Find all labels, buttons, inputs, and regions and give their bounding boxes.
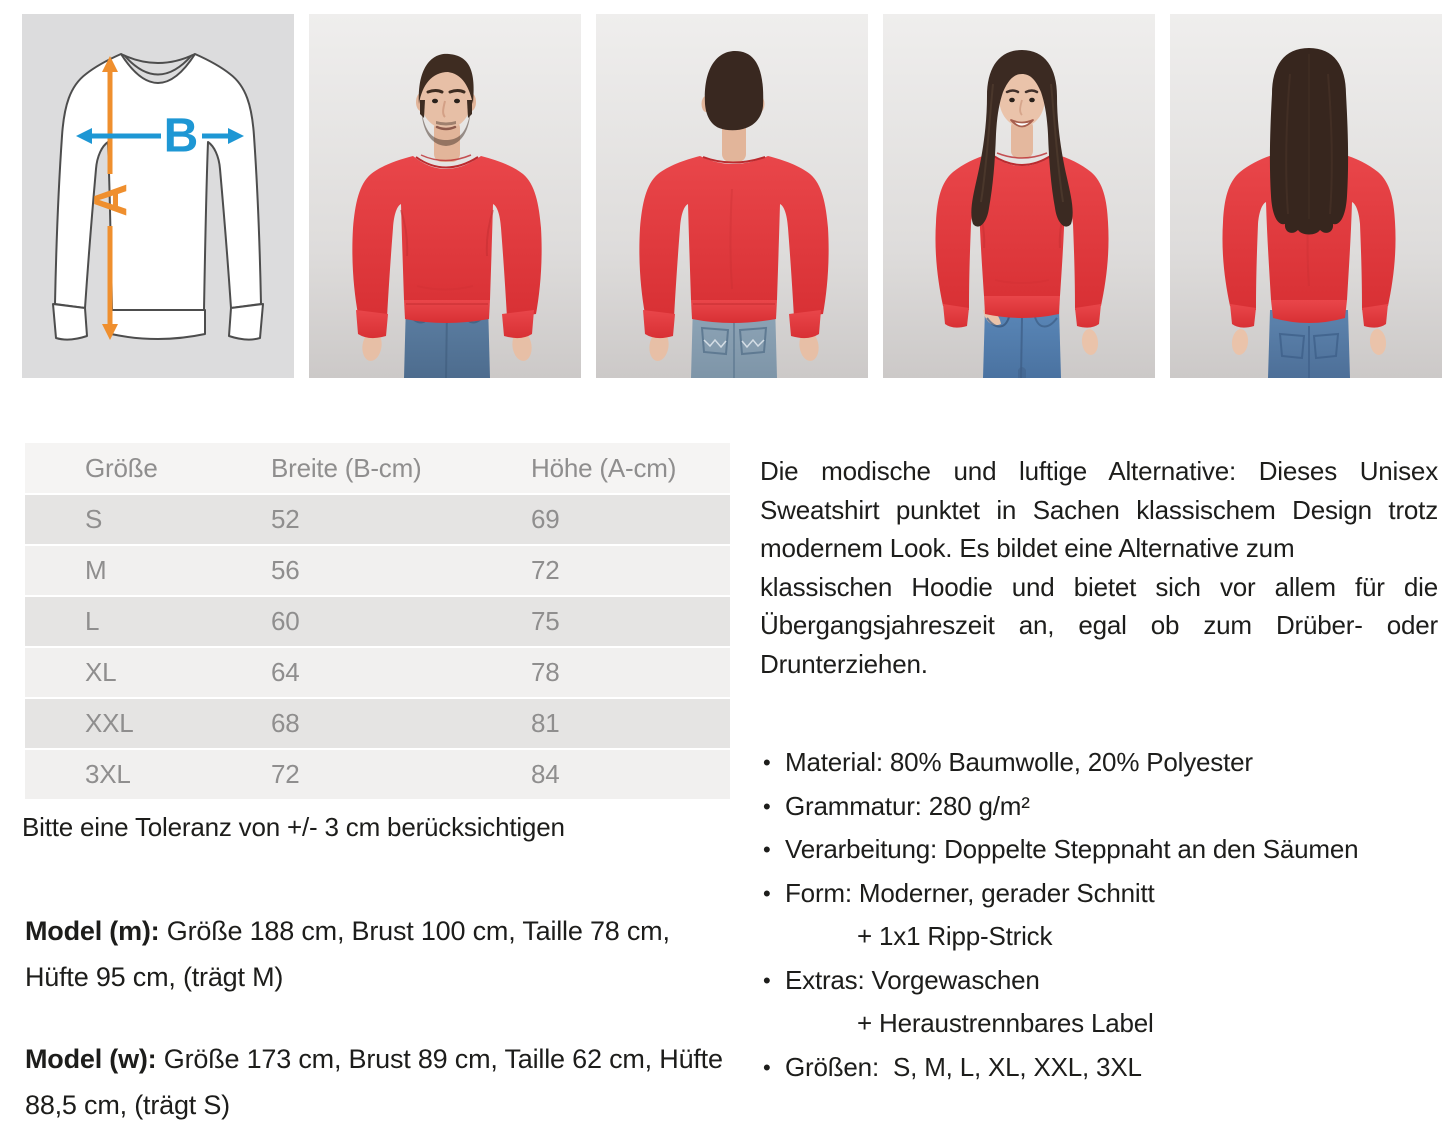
photo-male-front [309,14,581,378]
model-male-text: Größe 188 cm, Brust 100 cm, Taille 78 cm, Hüfte 95 cm, (trägt M) [25,916,670,992]
photo-female-front [883,14,1155,378]
tolerance-note: Bitte eine Toleranz von +/- 3 cm berücksichtigen [22,812,565,842]
description-line: Übergangsjahreszeit an, egal ob zum Drüber- oder [760,610,1438,641]
model-male-info [25,908,725,1000]
sweatshirt-measure-diagram [22,14,294,378]
table-row: M 56 72 [25,546,730,595]
feature-list [760,741,1445,1089]
feature-item: • Verarbeitung: Doppelte Steppnaht an den Säumen [760,828,1445,872]
feature-item: • Grammatur: 280 g/m² [760,785,1445,829]
table-row: L 60 75 [25,597,730,646]
size-diagram-panel [22,14,294,378]
size-table-body [25,495,730,799]
description-line: modernem Look. Es bildet eine Alternative zum [760,533,1295,564]
female-back-illustration [1170,14,1442,378]
measure-label-a: A [84,183,136,217]
photo-female-back [1170,14,1442,378]
model-female-info [25,1036,725,1128]
male-back-illustration [596,14,868,378]
table-row: XXL 68 81 [25,699,730,748]
description-line: klassischen Hoodie und bietet sich vor allem für die [760,571,1438,602]
feature-item: • Größen: S, M, L, XL, XXL, 3XL [760,1046,1445,1090]
measure-label-b: B [163,109,199,163]
head-female-back [1270,48,1348,235]
photo-male-back [596,14,868,378]
sweatshirt-female [935,153,1108,328]
table-row: 3XL 72 84 [25,750,730,799]
column-header: Breite (B-cm) [270,443,530,493]
description-line: Drunterziehen. [760,648,928,679]
feature-item: • Form: Moderner, gerader Schnitt [760,872,1445,916]
feature-continuation: + Heraustrennbares Label [857,1008,1154,1038]
size-table-section [25,441,730,801]
male-front-illustration [309,14,581,378]
model-female-label: Model (w): [25,1044,157,1074]
model-female-text: Größe 173 cm, Brust 89 cm, Taille 62 cm, Hüfte 88,5 cm, (trägt S) [25,1044,723,1120]
photo-row [22,14,1442,378]
sweatshirt [352,155,541,338]
description-line: Die modische und luftige Alternative: Dieses Unisex [760,456,1438,486]
feature-continuation: + 1x1 Ripp-Strick [857,921,1053,951]
column-header: Höhe (A-cm) [530,443,730,493]
sweatshirt-back [639,156,828,338]
table-row: S 52 69 [25,495,730,544]
feature-item: • Material: 80% Baumwolle, 20% Polyester [760,741,1445,785]
model-male-label: Model (m): [25,916,160,946]
female-front-illustration [883,14,1155,378]
table-row: XL 64 78 [25,648,730,697]
size-table-header-row [25,443,730,493]
description-line: Sweatshirt punktet in Sachen klassischem Design trotz [760,494,1438,525]
size-table [25,441,730,801]
column-header: Größe [25,443,270,493]
feature-item: • Extras: Vorgewaschen [760,959,1445,1003]
description [760,452,1438,684]
